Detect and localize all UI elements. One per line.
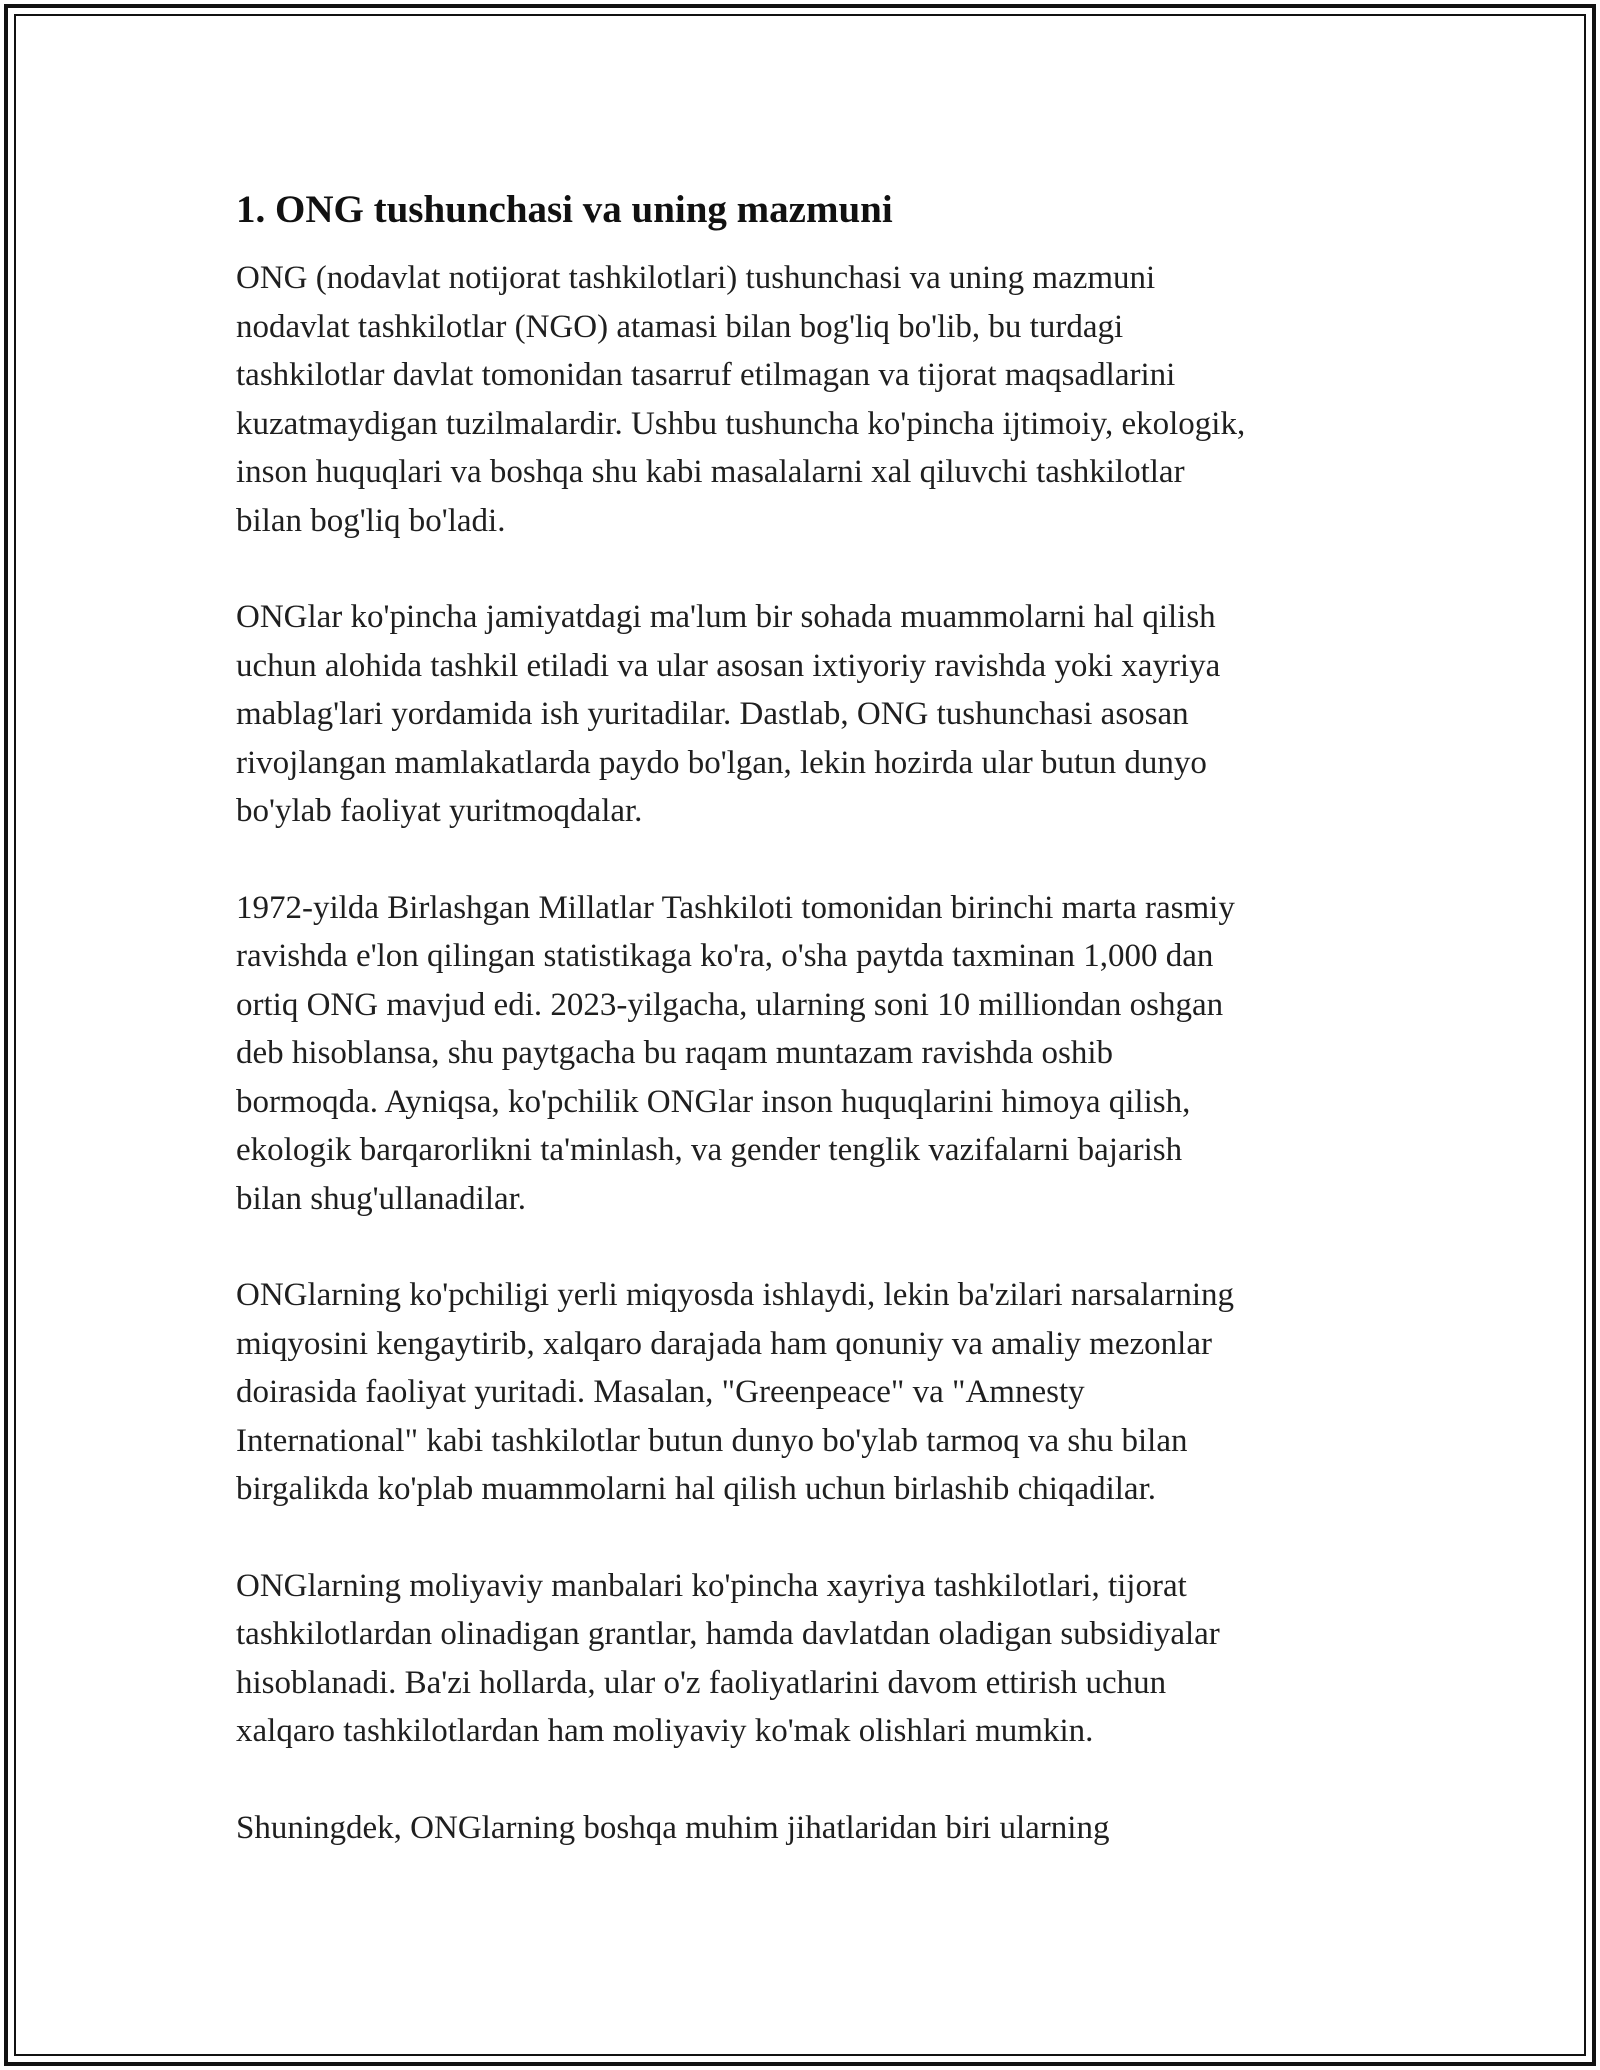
paragraph-6: Shuningdek, ONGlarning boshqa muhim jihatlaridan biri ularning [236, 1809, 1110, 1846]
paragraph-4: ONGlarning ko'pchiligi yerli miqyosda ishlaydi, lekin ba'zilari narsalarning miqyosini kengaytirib, xalqaro darajada ham qonuniy va amaliy mezonlar doirasida faoliyat yuritadi. Masalan, "Greenpeace" va "Amnesty International" kabi tashkilotlar butun dunyo bo'ylab tarmoq va shu bilan birgalikda ko'plab muammolarni hal qilish uchun birlashib chiqadilar. [236, 1277, 1234, 1507]
section-heading: 1. ONG tushunchasi va uning mazmuni [236, 188, 893, 231]
paragraph-3: 1972-yilda Birlashgan Millatlar Tashkiloti tomonidan birinchi marta rasmiy ravishda e'lon qilingan statistikaga ko'ra, o'sha paytda taxminan 1,000 dan ortiq ONG mavjud edi. 2023-yilgacha, ularning soni 10 milliondan oshgan deb hisoblansa, shu paytgacha bu raqam muntazam ravishda oshib bormoqda. Ayniqsa, ko'pchilik ONGlar inson huquqlarini himoya qilish, ekologik barqarorlikni ta'minlash, va gender tenglik vazifalarni bajarish bilan shug'ullanadilar. [236, 889, 1235, 1217]
paragraph-5: ONGlarning moliyaviy manbalari ko'pincha xayriya tashkilotlari, tijorat tashkilotlardan olinadigan grantlar, hamda davlatdan oladigan subsidiyalar hisoblanadi. Ba'zi hollarda, ular o'z faoliyatlarini davom ettirish uchun xalqaro tashkilotlardan ham moliyaviy ko'mak olishlari mumkin. [236, 1567, 1220, 1749]
paragraph-1: ONG (nodavlat notijorat tashkilotlari) tushunchasi va uning mazmuni nodavlat tashkilotlar (NGO) atamasi bilan bog'liq bo'lib, bu turdagi tashkilotlar davlat tomonidan tasarruf etilmagan va tijorat maqsadlarini kuzatmaydigan tuzilmalardir. Ushbu tushuncha ko'pincha ijtimoiy, ekologik, inson huquqlari va boshqa shu kabi masalalarni xal qiluvchi tashkilotlar bilan bog'liq bo'ladi. [236, 260, 1246, 539]
paragraph-2: ONGlar ko'pincha jamiyatdagi ma'lum bir sohada muammolarni hal qilish uchun alohida tashkil etiladi va ular asosan ixtiyoriy ravishda yoki xayriya mablag'lari yordamida ish yuritadilar. Dastlab, ONG tushunchasi asosan rivojlangan mamlakatlarda paydo bo'lgan, lekin hozirda ular butun dunyo bo'ylab faoliyat yuritmoqdalar. [236, 599, 1221, 829]
document-body [236, 186, 1386, 1900]
